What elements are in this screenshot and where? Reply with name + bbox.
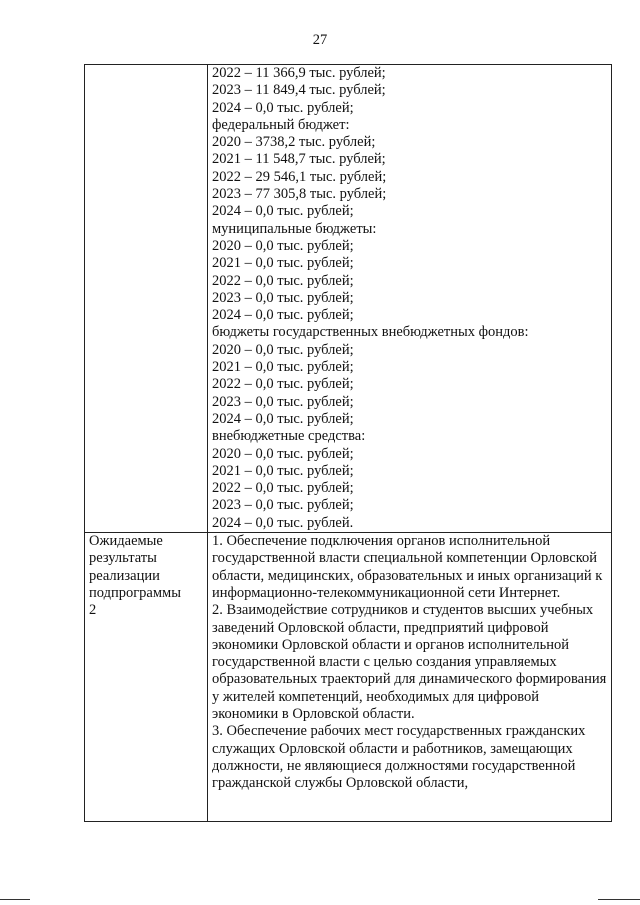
financing-line: 2020 – 0,0 тыс. рублей; xyxy=(212,237,354,254)
financing-line: 2020 – 0,0 тыс. рублей; xyxy=(212,341,354,358)
expected-results-label xyxy=(89,533,203,619)
result-item: 3. Обеспечение рабочих мест государственных гражданских служащих Орловской области и работников, замещающих должности, не являющиеся должностями государственной гражданской службы Орловской области, xyxy=(212,723,586,792)
financing-line: 2023 – 0,0 тыс. рублей; xyxy=(212,289,354,306)
financing-line: 2022 – 29 546,1 тыс. рублей; xyxy=(212,168,387,185)
financing-line: 2023 – 11 849,4 тыс. рублей; xyxy=(212,82,386,99)
page-number: 27 xyxy=(312,32,328,48)
financing-line: 2023 – 0,0 тыс. рублей; xyxy=(212,393,354,410)
financing-line: федеральный бюджет: xyxy=(212,116,350,133)
financing-line: бюджеты государственных внебюджетных фондов: xyxy=(212,324,529,341)
financing-line: 2020 – 0,0 тыс. рублей; xyxy=(212,445,354,462)
financing-line: 2024 – 0,0 тыс. рублей; xyxy=(212,410,354,427)
financing-line: 2022 – 0,0 тыс. рублей; xyxy=(212,272,354,289)
financing-lines xyxy=(212,65,607,532)
financing-line: 2022 – 0,0 тыс. рублей; xyxy=(212,480,354,497)
margin-mark-left xyxy=(0,899,30,900)
financing-line: внебюджетные средства: xyxy=(212,428,366,445)
value-cell-expected-results xyxy=(208,533,612,822)
value-cell-financing xyxy=(208,65,612,533)
result-item: 2. Взаимодействие сотрудников и студентов высших учебных заведений Орловской области, предприятий цифровой экономики Орловской области и органов исполнительной государственной власти с целью создания управляемых образовательных траекторий для динамического формирования у жителей компетенций, необходимых для цифровой экономики в Орловской области. xyxy=(212,602,607,722)
result-item: 1. Обеспечение подключения органов исполнительной государственной власти специальной компетенции Орловской области, медицинских, образовательных и иных организаций к информационно-телекоммуникационной сети Интернет. xyxy=(212,533,603,601)
financing-line: 2023 – 77 305,8 тыс. рублей; xyxy=(212,186,387,203)
label-cell-financing xyxy=(85,65,208,533)
financing-line: 2021 – 0,0 тыс. рублей; xyxy=(212,255,354,272)
program-table xyxy=(84,64,612,822)
financing-line: 2022 – 11 366,9 тыс. рублей; xyxy=(212,65,386,81)
label-line: реализации xyxy=(89,567,160,584)
label-line: 2 xyxy=(89,602,97,619)
margin-mark-right xyxy=(598,899,640,900)
financing-line: 2022 – 0,0 тыс. рублей; xyxy=(212,376,354,393)
table-row-expected-results xyxy=(85,533,612,822)
expected-results-list xyxy=(212,533,607,821)
label-line: результаты xyxy=(89,550,157,567)
financing-line: 2024 – 0,0 тыс. рублей; xyxy=(212,99,354,116)
financing-line: муниципальные бюджеты: xyxy=(212,220,377,237)
table-row-financing xyxy=(85,65,612,533)
financing-line: 2021 – 11 548,7 тыс. рублей; xyxy=(212,151,386,168)
financing-line: 2021 – 0,0 тыс. рублей; xyxy=(212,359,354,376)
financing-line: 2020 – 3738,2 тыс. рублей; xyxy=(212,134,376,151)
label-cell-expected-results xyxy=(85,533,208,822)
financing-line: 2024 – 0,0 тыс. рублей; xyxy=(212,307,354,324)
label-line: Ожидаемые xyxy=(89,533,163,550)
financing-line: 2023 – 0,0 тыс. рублей; xyxy=(212,497,354,514)
financing-line: 2024 – 0,0 тыс. рублей. xyxy=(212,514,354,531)
financing-line: 2024 – 0,0 тыс. рублей; xyxy=(212,203,354,220)
label-line: подпрограммы xyxy=(89,584,181,601)
financing-line: 2021 – 0,0 тыс. рублей; xyxy=(212,462,354,479)
